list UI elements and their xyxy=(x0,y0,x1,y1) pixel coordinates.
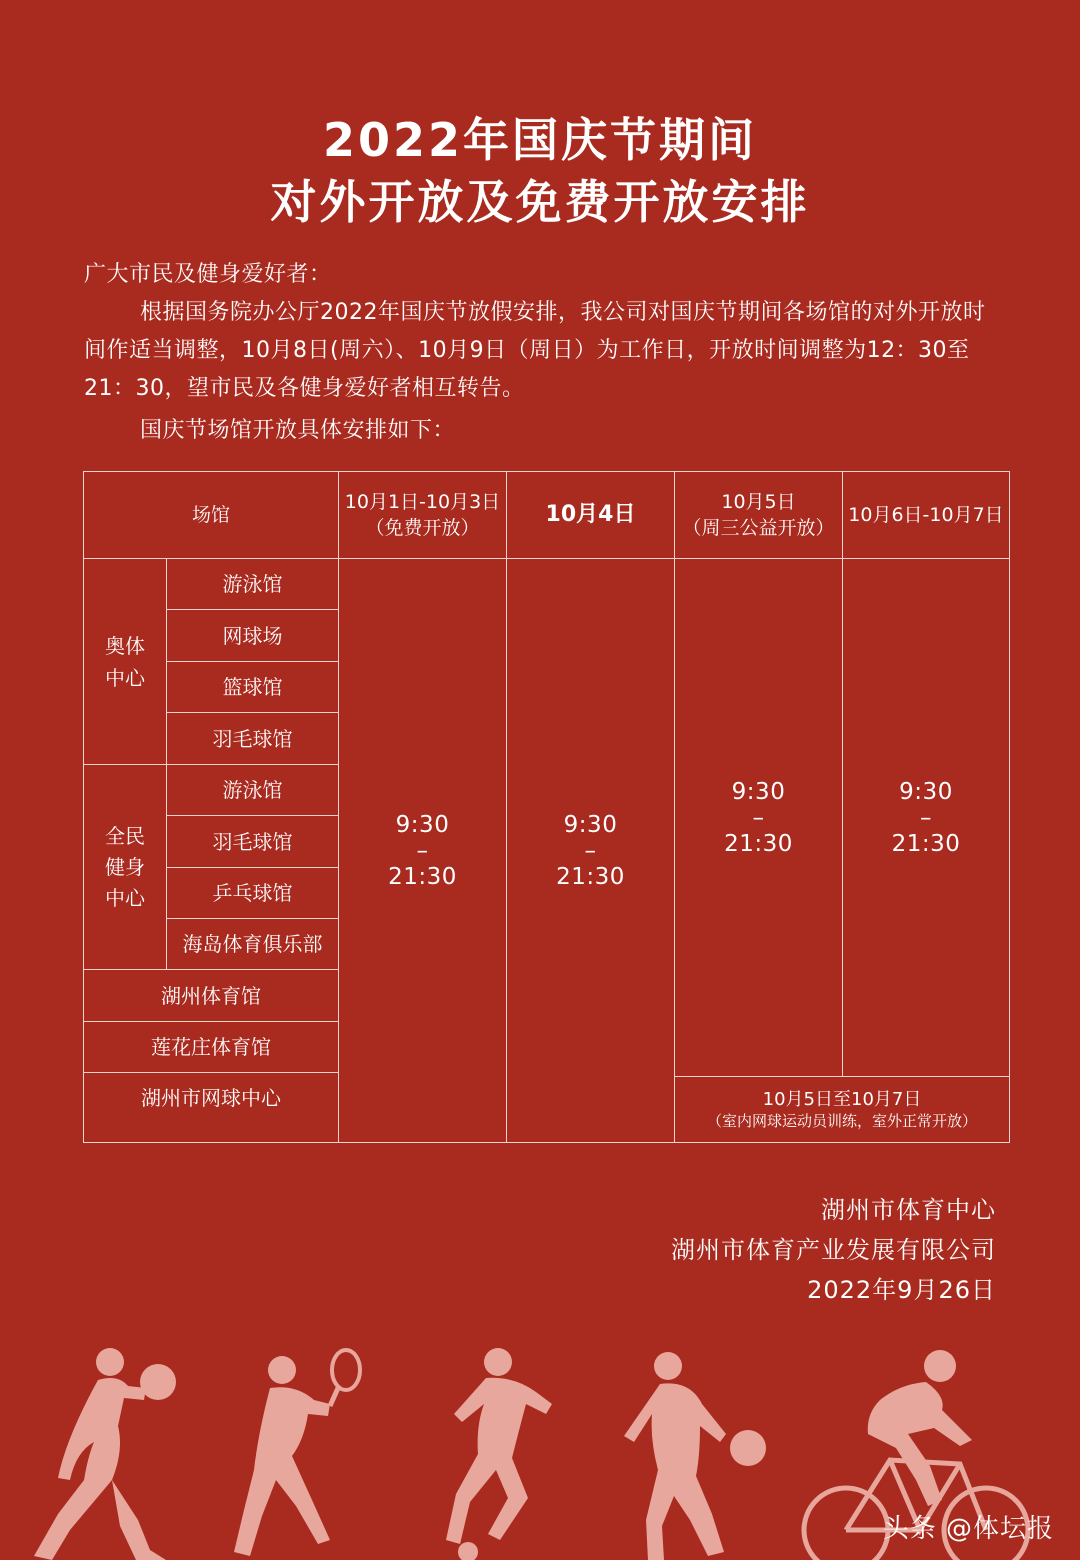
close-time: 21:30 xyxy=(724,830,793,857)
header-oct5-note: （周三公益开放） xyxy=(682,517,835,539)
venue-huzhou-tennis-center xyxy=(83,1072,339,1143)
header-oct1-3-note: （免费开放） xyxy=(365,517,480,539)
venue-fitness-badminton xyxy=(166,815,339,868)
group-aoti-line1: 奥体 xyxy=(105,633,145,658)
venue-aoti-tennis xyxy=(166,609,339,662)
announcement-paragraph: 根据国务院办公厅2022年国庆节放假安排，我公司对国庆节期间各场馆的对外开放时间作适当调整，10月8日(周六）、10月9日（周日）为工作日，开放时间调整为12：30至21：30，望市民及各健身爱好者相互转告。 xyxy=(84,300,986,401)
header-oct6-7-label: 10月6日-10月7日 xyxy=(848,504,1004,526)
group-fitness-line2: 健身 xyxy=(105,855,145,879)
venue-label: 游泳馆 xyxy=(222,572,283,596)
venue-aoti-swimming xyxy=(166,558,339,610)
signature-org-2: 湖州市体育产业发展有限公司 xyxy=(671,1236,996,1264)
group-fitness-line1: 全民 xyxy=(105,824,145,848)
venue-island-sports-club xyxy=(166,918,339,970)
group-aoti-center xyxy=(83,558,167,765)
note-dates: 10月5日至10月7日 xyxy=(762,1088,922,1110)
greeting: 广大市民及健身爱好者： xyxy=(84,262,332,287)
group-fitness-line3: 中心 xyxy=(105,886,145,910)
header-oct1-3 xyxy=(338,471,507,559)
venue-label: 湖州市网球中心 xyxy=(141,1085,281,1110)
signature-org-1: 湖州市体育中心 xyxy=(821,1196,996,1224)
time-dash: – xyxy=(584,837,597,864)
hours-oct4 xyxy=(506,558,675,1143)
watermark: 头条 @体坛报 xyxy=(882,1514,1054,1544)
header-venue-label: 场馆 xyxy=(191,504,230,526)
title-line-2: 对外开放及免费开放安排 xyxy=(270,175,810,229)
close-time: 21:30 xyxy=(388,863,457,890)
venue-label: 篮球馆 xyxy=(222,675,283,699)
venue-label: 羽毛球馆 xyxy=(212,829,293,854)
schedule-intro: 国庆节场馆开放具体安排如下： xyxy=(140,418,456,443)
header-oct6-7 xyxy=(842,471,1010,559)
hours-oct6-7 xyxy=(842,558,1010,1077)
close-time: 21:30 xyxy=(891,830,961,857)
close-time: 21:30 xyxy=(556,863,625,890)
open-time: 9:30 xyxy=(899,778,953,805)
venue-fitness-pingpong xyxy=(166,867,339,919)
title-line-1: 2022年国庆节期间 xyxy=(322,113,758,167)
tennis-player-icon xyxy=(234,1350,360,1556)
open-time: 9:30 xyxy=(395,811,450,838)
open-time: 9:30 xyxy=(731,778,786,805)
signature-date: 2022年9月26日 xyxy=(807,1276,996,1304)
venue-aoti-badminton xyxy=(166,712,339,765)
tennis-center-note xyxy=(674,1076,1010,1143)
header-venue xyxy=(83,471,339,559)
time-dash: – xyxy=(416,837,429,864)
basketball-player-icon xyxy=(34,1348,176,1560)
venue-fitness-swimming xyxy=(166,764,339,816)
venue-label: 网球场 xyxy=(222,623,283,648)
time-dash: – xyxy=(920,804,932,831)
venue-label: 莲花庄体育馆 xyxy=(151,1035,271,1059)
soccer-player-icon xyxy=(446,1348,552,1560)
hours-oct5 xyxy=(674,558,843,1077)
venue-label: 海岛体育俱乐部 xyxy=(182,932,323,956)
group-aoti-line2: 中心 xyxy=(105,665,145,690)
time-dash: – xyxy=(752,804,765,831)
venue-huzhou-gym xyxy=(83,969,339,1022)
venue-label: 游泳馆 xyxy=(222,778,283,802)
header-oct1-3-dates: 10月1日-10月3日 xyxy=(344,491,501,513)
venue-label: 羽毛球馆 xyxy=(212,726,293,751)
group-fitness-center xyxy=(83,764,167,970)
header-oct4 xyxy=(506,471,675,559)
header-oct5-date: 10月5日 xyxy=(721,491,796,513)
header-oct5 xyxy=(674,471,843,559)
hours-oct1-3 xyxy=(338,558,507,1143)
venue-lianhuazhuang-gym xyxy=(83,1021,339,1073)
venue-aoti-basketball xyxy=(166,661,339,713)
dribbling-player-icon xyxy=(624,1352,766,1560)
venue-label: 乒乓球馆 xyxy=(212,881,293,905)
open-time: 9:30 xyxy=(563,811,618,838)
header-oct4-label: 10月4日 xyxy=(545,502,636,527)
venue-label: 湖州体育馆 xyxy=(161,983,261,1008)
note-detail: （室内网球运动员训练，室外正常开放） xyxy=(706,1111,977,1130)
